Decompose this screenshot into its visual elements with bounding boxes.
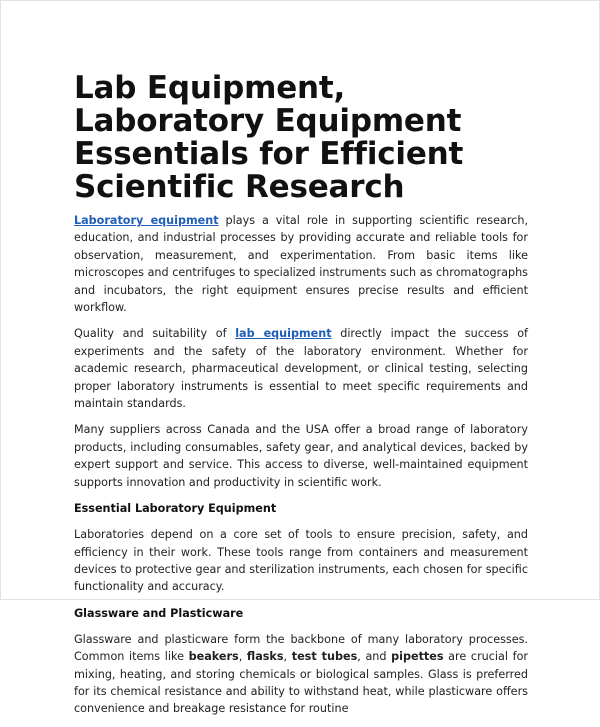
quality-text-before: Quality and suitability of xyxy=(74,327,236,341)
lab-equipment-link[interactable]: lab equipment xyxy=(235,327,332,341)
term-flasks: flasks xyxy=(246,650,284,664)
essential-paragraph: Laboratories depend on a core set of tools to ensure precision, safety, and efficiency in their work. These tools range from containers and measurement devices to protective gear and sterilization instruments, each chosen for specific functionality and accuracy. xyxy=(74,528,528,594)
glassware-paragraph: Glassware and plasticware form the backbone of many laboratory processes. Common items like beakers, flasks, test tubes, and pipettes are crucial for mixing, heating, and storing chemicals or biological samples. Glass is preferred for its chemical resistance and ability to withstand heat, while plasticware offers convenience and breakage resistance for routine xyxy=(74,632,529,716)
section-heading-essential: Essential Laboratory Equipment xyxy=(74,502,277,516)
quality-text-after: directly impact the success of experiments and the safety of the laboratory environment. Whether for academic research, pharmaceutical development, or clinical testing, selecting proper laboratory instruments is essential to meet specific requirements and maintain standards. xyxy=(74,327,529,411)
intro-paragraph xyxy=(74,212,528,316)
term-beakers: beakers xyxy=(188,650,239,664)
intro-text: plays a vital role in supporting scientific research, education, and industrial processes by providing accurate and reliable tools for observation, measurement, and experimentation. From basic items like microscopes and centrifuges to specialized instruments such as chromatographs and incubators, the right equipment ensures precise results and efficient workflow. xyxy=(74,214,529,315)
quality-paragraph xyxy=(74,325,528,412)
term-pipettes: pipettes xyxy=(391,650,444,664)
suppliers-paragraph: Many suppliers across Canada and the USA offer a broad range of laboratory products, including consumables, safety gear, and analytical devices, backed by expert support and service. This access to diverse, well-maintained equipment supports innovation and productivity in scientific work. xyxy=(74,423,528,489)
page-title: Lab Equipment, Laboratory Equipment Essentials for Efficient Scientific Research xyxy=(74,70,464,205)
document-body xyxy=(74,72,528,727)
laboratory-equipment-link[interactable]: Laboratory equipment xyxy=(74,214,219,227)
section-heading-glassware: Glassware and Plasticware xyxy=(74,606,244,620)
term-test-tubes: test tubes xyxy=(291,650,358,664)
